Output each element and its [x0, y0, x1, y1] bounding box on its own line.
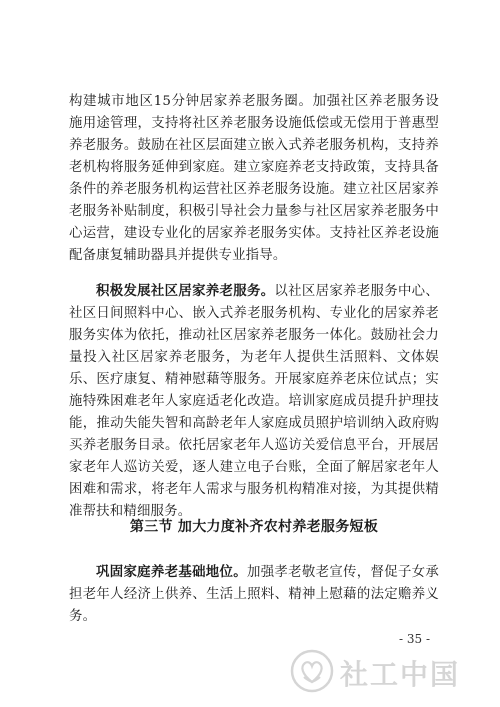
body-paragraph-3	[69, 561, 439, 628]
watermark	[290, 647, 490, 699]
heart-hands-logo-icon	[290, 649, 334, 697]
page-number: - 35 -	[398, 632, 430, 646]
paragraph-3-text: 加强孝老敬老宣传，督促子女承担老年人经济上供养、生活上照料、精神上慰藉的法定赡养义务。	[69, 565, 439, 624]
body-paragraph-2	[69, 280, 439, 523]
paragraph-2-text: 以社区居家养老服务中心、社区日间照料中心、嵌入式养老服务机构、专业化的居家养老服务实体为依托，推动社区居家养老服务一体化。鼓励社会力量投入社区居家养老服务，为老年人提供生活照料、文体娱乐、医疗康复、精神慰藉等服务。开展家庭养老床位试点；实施特殊困难老年人家庭适老化改造。培训家庭成员提升护理技能，推动失能失智和高龄老年人家庭成员照护培训纳入政府购买养老服务目录。依托居家老年人巡访关爱信息平台，开展居家老年人巡访关爱，逐人建立电子台账，全面了解居家老年人困难和需求，将老年人需求与服务机构精准对接，为其提供精准帮扶和精细服务。	[69, 284, 439, 519]
body-paragraph-1: 构建城市地区15分钟居家养老服务圈。加强社区养老服务设施用途管理，支持将社区养老服务设施低偿或无偿用于普惠型养老服务。鼓励在社区层面建立嵌入式养老服务机构，支持养老机构将服务延伸到家庭。建立家庭养老支持政策，支持具备条件的养老服务机构运营社区养老服务设施。建立社区居家养老服务补贴制度，积极引导社会力量参与社区居家养老服务中心运营，建设专业化的居家养老服务实体。支持社区养老设施配备康复辅助器具并提供专业指导。	[69, 94, 439, 263]
watermark-text: 社工中国	[340, 658, 461, 691]
paragraph-2-lead-heading: 积极发展社区居家养老服务。	[96, 283, 275, 299]
section-title: 第三节 加大力度补齐农村养老服务短板	[129, 519, 379, 535]
paragraph-3-lead-heading: 巩固家庭养老基础地位。	[96, 564, 247, 580]
